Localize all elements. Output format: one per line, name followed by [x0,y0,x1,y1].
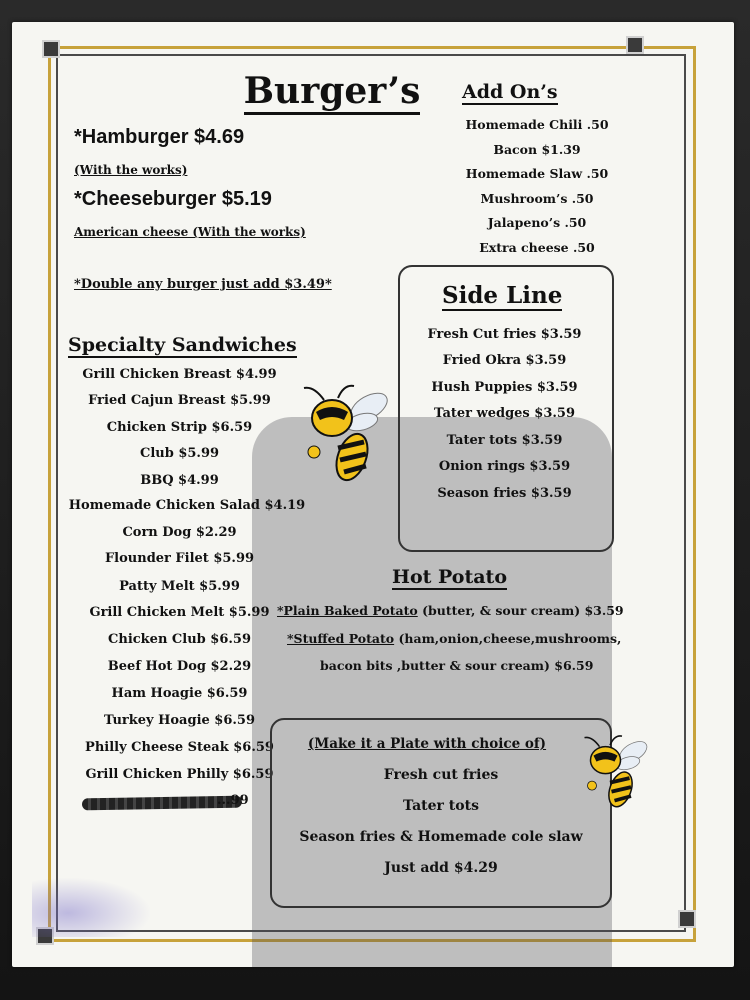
sandwich-item: Turkey Hoagie $6.59 [103,713,256,728]
addon-item: Extra cheese .50 [479,240,595,255]
sandwich-item: Patty Melt $5.99 [119,579,240,594]
side-item: Tater wedges $3.59 [434,406,575,421]
corner-ornament [42,40,60,58]
hamburger-item: *Hamburger $4.69 [74,126,245,148]
crossed-out-price: ...99 [217,793,249,808]
side-item: Fried Okra $3.59 [442,353,567,368]
side-item: Onion rings $3.59 [438,459,571,474]
plate-option: Season fries & Homemade cole slaw [299,829,583,845]
hamburger-note: (With the works) [74,163,188,177]
sandwich-item: Homemade Chicken Salad $4.19 [68,498,306,513]
side-item: Tater tots $3.59 [446,433,563,448]
corner-ornament [626,36,644,54]
plate-option: Tater tots [403,798,479,814]
side-item: Fresh Cut fries $3.59 [427,327,582,342]
plain-baked-potato: *Plain Baked Potato (butter, & sour cream) $3.59 [277,603,624,618]
addon-item: Homemade Chili .50 [465,117,609,132]
sandwich-item: Grill Chicken Philly $6.59 [85,767,274,782]
plate-heading: (Make it a Plate with choice of) [307,736,547,752]
addon-item: Bacon $1.39 [493,142,581,157]
sandwich-item: Beef Hot Dog $2.29 [107,659,252,674]
addon-item: Jalapeno’s .50 [487,215,587,230]
sandwich-item: Grill Chicken Breast $4.99 [82,367,277,382]
plate-option: Fresh cut fries [383,767,499,783]
side-line-heading: Side Line [442,282,563,309]
sandwich-item: Chicken Strip $6.59 [106,420,253,435]
sandwich-item: Ham Hoagie $6.59 [111,686,248,701]
sandwich-item: Flounder Filet $5.99 [104,551,255,566]
sandwich-item: Grill Chicken Melt $5.99 [89,605,270,620]
sandwich-item: Philly Cheese Steak $6.59 [85,740,274,755]
addon-item: Mushroom’s .50 [480,191,594,206]
plate-price: Just add $4.29 [384,860,498,876]
stuffed-potato: *Stuffed Potato (ham,onion,cheese,mushrooms, [287,631,622,646]
stuffed-potato-line2: bacon bits ,butter & sour cream) $6.59 [320,658,594,673]
sandwich-item: Club $5.99 [139,446,220,461]
cheeseburger-item: *Cheeseburger $5.19 [74,188,272,210]
sandwiches-heading: Specialty Sandwiches [68,334,297,356]
sandwich-item: BBQ $4.99 [140,473,219,488]
sandwich-item: Corn Dog $2.29 [122,525,237,540]
cheeseburger-note: American cheese (With the works) [74,225,306,239]
bee-mascot-icon [577,730,652,815]
menu-title: Burger’s [227,70,437,112]
menu-page [12,22,734,967]
bee-mascot-icon [294,382,394,487]
double-burger-note: *Double any burger just add $3.49* [74,277,332,292]
side-item: Season fries $3.59 [437,486,572,501]
sandwich-item: Fried Cajun Breast $5.99 [88,393,271,408]
sandwich-item: Chicken Club $6.59 [108,632,251,647]
hot-potato-heading: Hot Potato [392,566,508,588]
corner-ornament [678,910,696,928]
addon-item: Homemade Slaw .50 [465,166,609,181]
side-item: Hush Puppies $3.59 [431,380,578,395]
ink-stain [32,877,152,937]
addons-heading: Add On’s [462,81,558,103]
